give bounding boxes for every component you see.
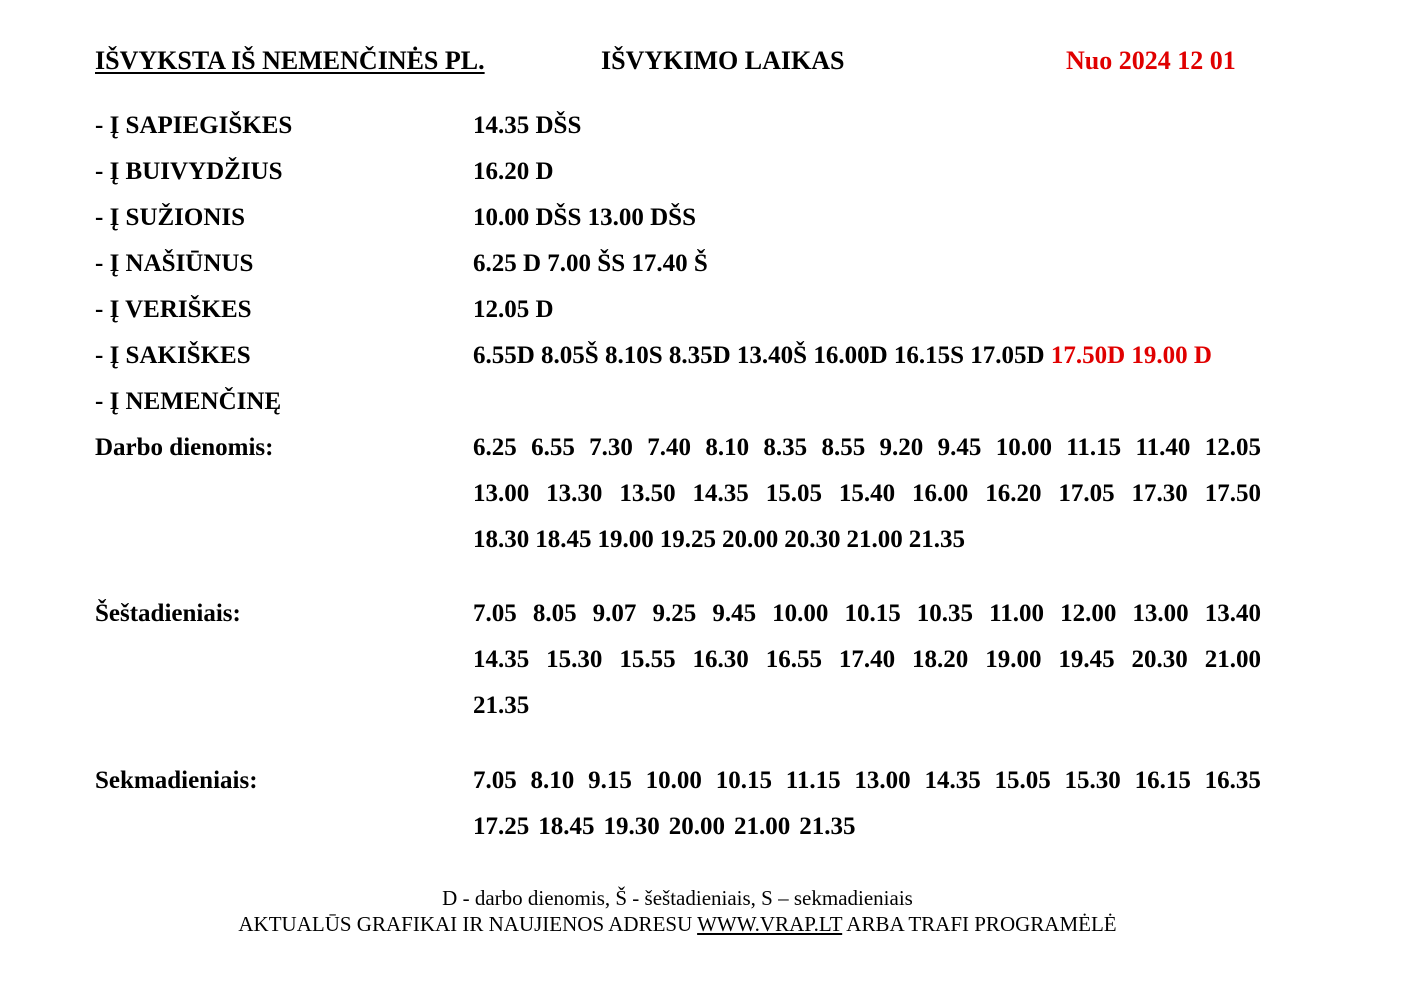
route-row — [95, 112, 1275, 158]
time-line — [473, 692, 1261, 738]
departure-time: 21.00 — [1204, 646, 1261, 673]
departure-time: 9.45 — [937, 434, 982, 461]
departure-time: 17.25 — [473, 813, 530, 840]
departure-time: 10.00 — [772, 600, 829, 627]
departure-time: 8.10 — [705, 434, 750, 461]
departure-time: 17.50 — [1204, 480, 1261, 507]
departure-time: 18.30 — [473, 526, 530, 553]
departure-time: 9.45 — [712, 600, 757, 627]
departure-time: 15.40 — [838, 480, 896, 507]
departure-time: 11.15 — [785, 767, 841, 794]
departure-time: 16.30 — [692, 646, 749, 673]
route-label: - Į VERIŠKES — [95, 296, 252, 323]
departure-time: 19.30 — [603, 813, 660, 840]
departure-time: 9.07 — [592, 600, 637, 627]
departure-time: 11.00 — [989, 600, 1044, 627]
departure-time: 7.05 — [473, 767, 517, 794]
route-row — [95, 204, 1275, 250]
time-line — [473, 434, 1261, 480]
departure-time: 19.25 — [659, 526, 716, 553]
departure-time: 20.00 — [668, 813, 725, 840]
time-line — [473, 480, 1261, 526]
departure-time: 10.00 — [995, 434, 1052, 461]
departure-time: 21.35 — [473, 692, 530, 719]
route-times: 14.35 DŠS — [473, 112, 582, 139]
departure-time-heading: IŠVYKIMO LAIKAS — [601, 46, 845, 75]
news-text: AKTUALŪS GRAFIKAI IR NAUJIENOS ADRESU WWW.VRAP.LT ARBA TRAFI PROGRAMĖLĖ — [238, 912, 1117, 936]
departure-time: 9.20 — [879, 434, 924, 461]
departure-time: 10.15 — [715, 767, 772, 794]
route-row — [95, 158, 1275, 204]
departure-location-heading: IŠVYKSTA IŠ NEMENČINĖS PL. — [95, 46, 485, 75]
departure-time: 13.30 — [546, 480, 603, 507]
route-row — [95, 250, 1275, 296]
departure-time: 16.35 — [1204, 767, 1261, 794]
departure-time: 15.05 — [994, 767, 1051, 794]
departure-time: 16.00 — [912, 480, 969, 507]
valid-from-date: Nuo 2024 12 01 — [1066, 46, 1236, 75]
departure-time: 12.00 — [1060, 600, 1117, 627]
departure-time: 15.05 — [765, 480, 822, 507]
departure-time: 18.20 — [912, 646, 969, 673]
departure-time: 8.35 — [763, 434, 808, 461]
departure-time: 9.25 — [652, 600, 697, 627]
route-label: - Į SAKIŠKES — [95, 342, 251, 369]
sundays-times — [473, 767, 1261, 859]
departure-time: 7.40 — [647, 434, 691, 461]
departure-time: 6.25 — [473, 434, 517, 461]
departure-time: 14.35 — [924, 767, 981, 794]
departure-time: 18.45 — [535, 526, 592, 553]
route-row — [95, 342, 1275, 388]
departure-time: 14.35 — [692, 480, 749, 507]
departure-time: 10.00 — [645, 767, 702, 794]
departure-time: 17.05 — [1058, 480, 1115, 507]
time-line — [473, 526, 1261, 572]
departure-time: 14.35 — [473, 646, 530, 673]
departure-time: 17.30 — [1131, 480, 1188, 507]
departure-time: 11.40 — [1135, 434, 1191, 461]
departure-time: 20.30 — [1131, 646, 1188, 673]
departure-time: 20.30 — [784, 526, 841, 553]
route-times: 6.25 D 7.00 ŠS 17.40 Š — [473, 250, 708, 277]
route-row — [95, 388, 1275, 434]
departure-time: 15.55 — [619, 646, 676, 673]
route-label: - Į BUIVYDŽIUS — [95, 158, 283, 185]
saturdays-label: Šeštadieniais: — [95, 600, 241, 627]
departure-time: 18.45 — [538, 813, 595, 840]
weekdays-label: Darbo dienomis: — [95, 434, 274, 461]
departure-time: 9.15 — [588, 767, 632, 794]
time-line — [473, 600, 1261, 646]
website-link[interactable]: WWW.VRAP.LT — [697, 912, 843, 936]
route-times-highlight: 17.50D 19.00 D — [1050, 342, 1212, 369]
departure-time: 19.00 — [985, 646, 1042, 673]
route-label: - Į SUŽIONIS — [95, 204, 246, 231]
departure-time: 8.05 — [532, 600, 577, 627]
legend-text: D - darbo dienomis, Š - šeštadieniais, S – sekmadieniais — [442, 886, 913, 910]
time-line — [473, 646, 1261, 692]
departure-time: 8.55 — [821, 434, 866, 461]
departure-time: 13.40 — [1204, 600, 1261, 627]
route-label: - Į NAŠIŪNUS — [95, 250, 254, 277]
departure-time: 21.35 — [799, 813, 856, 840]
time-line — [473, 813, 1261, 859]
departure-time: 21.35 — [908, 526, 965, 553]
departure-time: 17.40 — [838, 646, 896, 673]
departure-time: 13.00 — [854, 767, 911, 794]
departure-time: 16.20 — [985, 480, 1042, 507]
departure-time: 13.50 — [619, 480, 676, 507]
departure-time: 11.15 — [1066, 434, 1122, 461]
departure-time: 7.05 — [473, 600, 517, 627]
departure-time: 16.55 — [765, 646, 822, 673]
departure-time: 8.10 — [530, 767, 575, 794]
route-times: 6.55D 8.05Š 8.10S 8.35D 13.40Š 16.00D 16.15S 17.05D 17.50D 19.00 D — [473, 342, 1212, 369]
route-row — [95, 296, 1275, 342]
route-label: - Į SAPIEGIŠKES — [95, 112, 293, 139]
departure-time: 15.30 — [1064, 767, 1121, 794]
weekdays-times — [473, 434, 1261, 572]
route-label: - Į NEMENČINĘ — [95, 388, 282, 415]
departure-time: 10.15 — [844, 600, 901, 627]
departure-time: 7.30 — [589, 434, 633, 461]
departure-time: 15.30 — [546, 646, 603, 673]
departure-time: 21.00 — [846, 526, 903, 553]
route-times: 10.00 DŠS 13.00 DŠS — [473, 204, 696, 231]
saturdays-times — [473, 600, 1261, 738]
departure-time: 13.00 — [1132, 600, 1189, 627]
departure-time: 6.55 — [531, 434, 575, 461]
time-line — [473, 767, 1261, 813]
departure-time: 21.00 — [734, 813, 791, 840]
sundays-label: Sekmadieniais: — [95, 767, 258, 794]
departure-time: 12.05 — [1204, 434, 1261, 461]
departure-time: 10.35 — [916, 600, 974, 627]
departure-time: 19.45 — [1058, 646, 1115, 673]
route-times: 12.05 D — [473, 296, 554, 323]
route-times: 16.20 D — [473, 158, 554, 185]
departure-time: 16.15 — [1134, 767, 1191, 794]
departure-time: 19.00 — [597, 526, 654, 553]
departure-time: 13.00 — [473, 480, 530, 507]
departure-time: 20.00 — [722, 526, 779, 553]
